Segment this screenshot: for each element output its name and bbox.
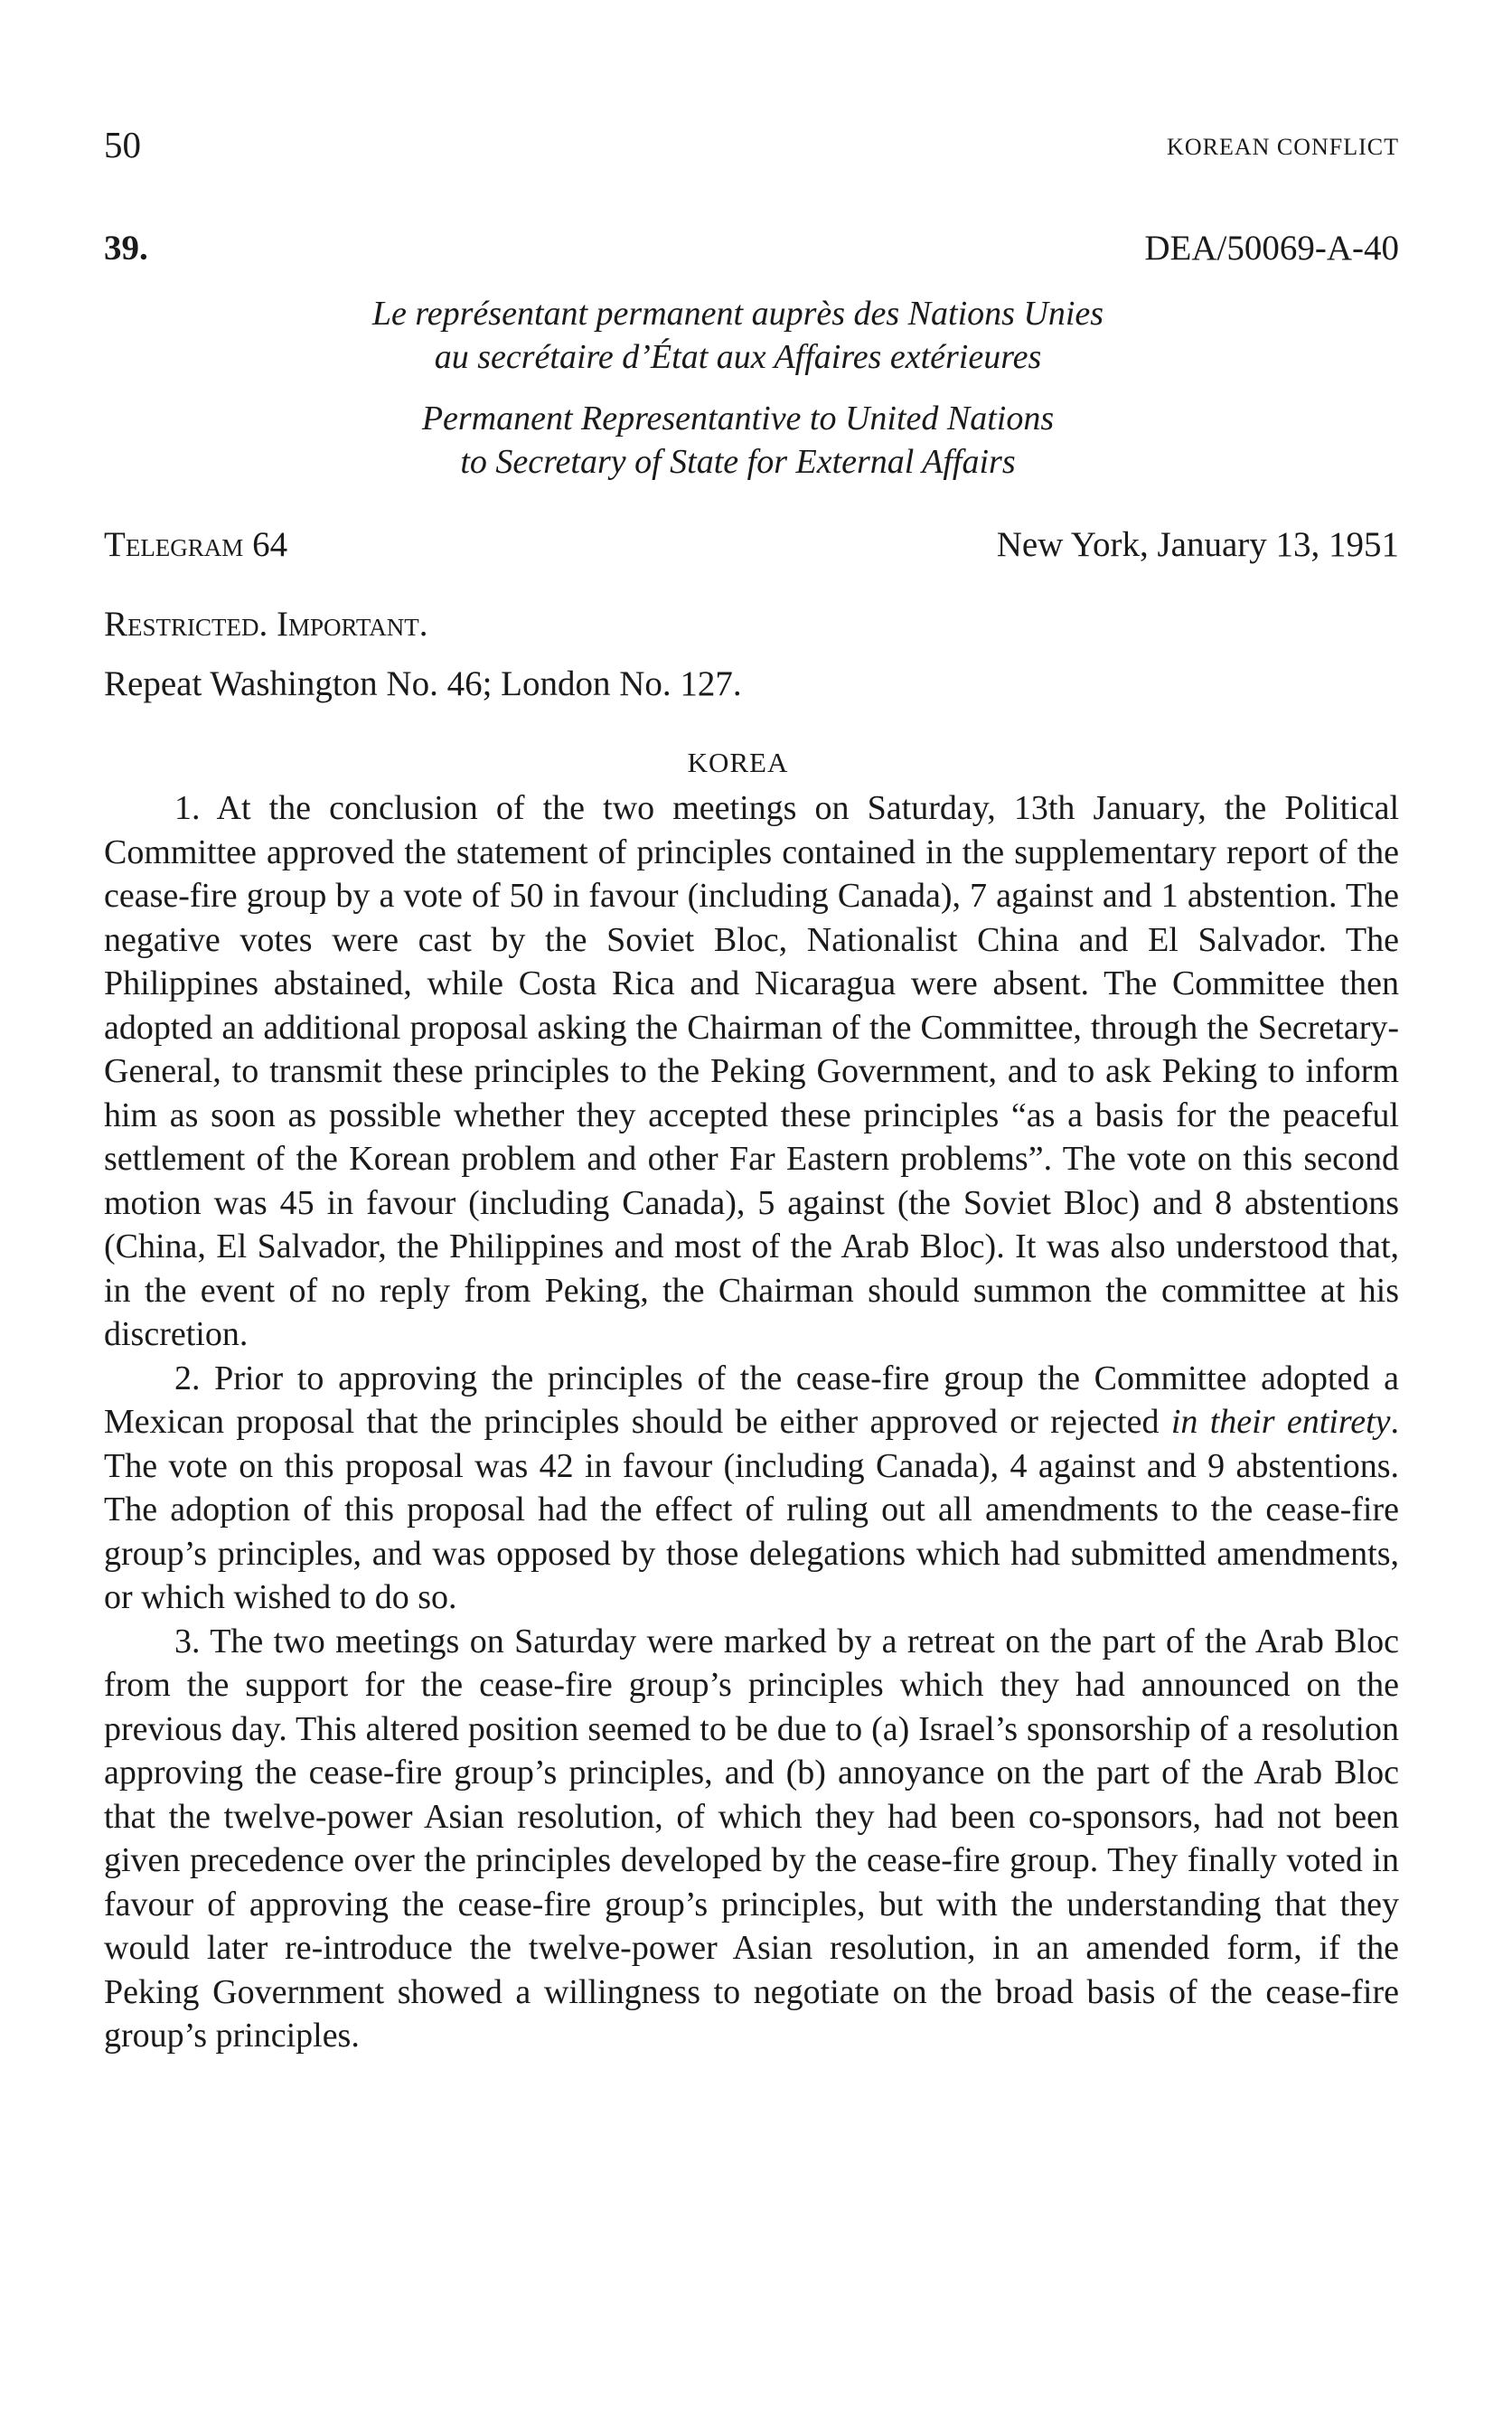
paragraph-2-text-before: 2. Prior to approving the principles of the cease-fire group the Committee adopted a Mexican proposal that the principles should be either approved or rejected: [104, 1359, 1399, 1441]
title-english: [0, 397, 1512, 484]
place-date: New York, January 13, 1951: [996, 525, 1399, 564]
title-english-line-1: Permanent Representantive to United Nations: [421, 400, 1055, 437]
running-head: KOREAN CONFLICT: [1167, 134, 1399, 160]
paragraph-1: 1. At the conclusion of the two meetings on Saturday, 13th January, the Political Committee approved the statement of principles contained in the supplementary report of the cease-fire group by a vote of 50 in favour (including Canada), 7 against and 1 abstention. The negative votes were cast by the Soviet Bloc, Nationalist China and El Salvador. The Philippines abstained, while Costa Rica and Nicaragua were absent. The Committee then adopted an additional proposal asking the Chairman of the Committee, through the Secretary-General, to transmit these principles to the Peking Government, and to ask Peking to inform him as soon as possible whether they accepted these principles “as a basis for the peaceful settlement of the Korean problem and other Far Eastern problems”. The vote on this second motion was 45 in favour (including Canada), 5 against (the Soviet Bloc) and 8 abstentions (China, El Salvador, the Philippines and most of the Arab Bloc). It was also understood that, in the event of no reply from Peking, the Chairman should summon the committee at his discretion.: [104, 789, 1399, 1353]
subject-heading: KOREA: [687, 747, 789, 778]
repeat-line: Repeat Washington No. 46; London No. 127.: [104, 664, 742, 703]
title-french: [0, 292, 1512, 379]
document-number: 39.: [104, 229, 148, 268]
paragraph-2: [104, 1357, 1399, 1620]
telegram-number: Telegram 64: [104, 525, 288, 564]
title-french-line-1: Le représentant permanent auprès des Nations Unies: [371, 295, 1104, 333]
body-text: [104, 786, 1399, 2058]
paragraph-3: 3. The two meetings on Saturday were marked by a retreat on the part of the Arab Bloc from the support for the cease-fire group’s principles which they had announced on the previous day. This altered position seemed to be due to (a) Israel’s sponsorship of a resolution approving the cease-fire group’s principles, and (b) annoyance on the part of the Arab Bloc that the twelve-power Asian resolution, of which they had been co-sponsors, had not been given precedence over the principles developed by the cease-fire group. They finally voted in favour of approving the cease-fire group’s principles, but with the understanding that they would later re-introduce the twelve-power Asian resolution, in an amended form, if the Peking Government showed a willingness to negotiate on the broad basis of the cease-fire group’s principles.: [104, 1622, 1399, 2055]
paragraph-2-text-after: . The vote on this proposal was 42 in favour (including Canada), 4 against and 9 abstentions. The adoption of this proposal had the effect of ruling out all amendments to the cease-fire group’s principles, and was opposed by those delegations which had submitted amendments, or which wished to do so.: [104, 1403, 1399, 1616]
page-number: 50: [104, 124, 141, 165]
document-reference: DEA/50069-A-40: [1144, 229, 1399, 268]
title-english-line-2: to Secretary of State for External Affairs: [460, 443, 1016, 481]
title-french-line-2: au secrétaire d’État aux Affaires extérieures: [434, 338, 1042, 376]
paragraph-2-emphasis: in their entirety: [1170, 1403, 1391, 1441]
classification: Restricted. Important.: [104, 605, 428, 644]
